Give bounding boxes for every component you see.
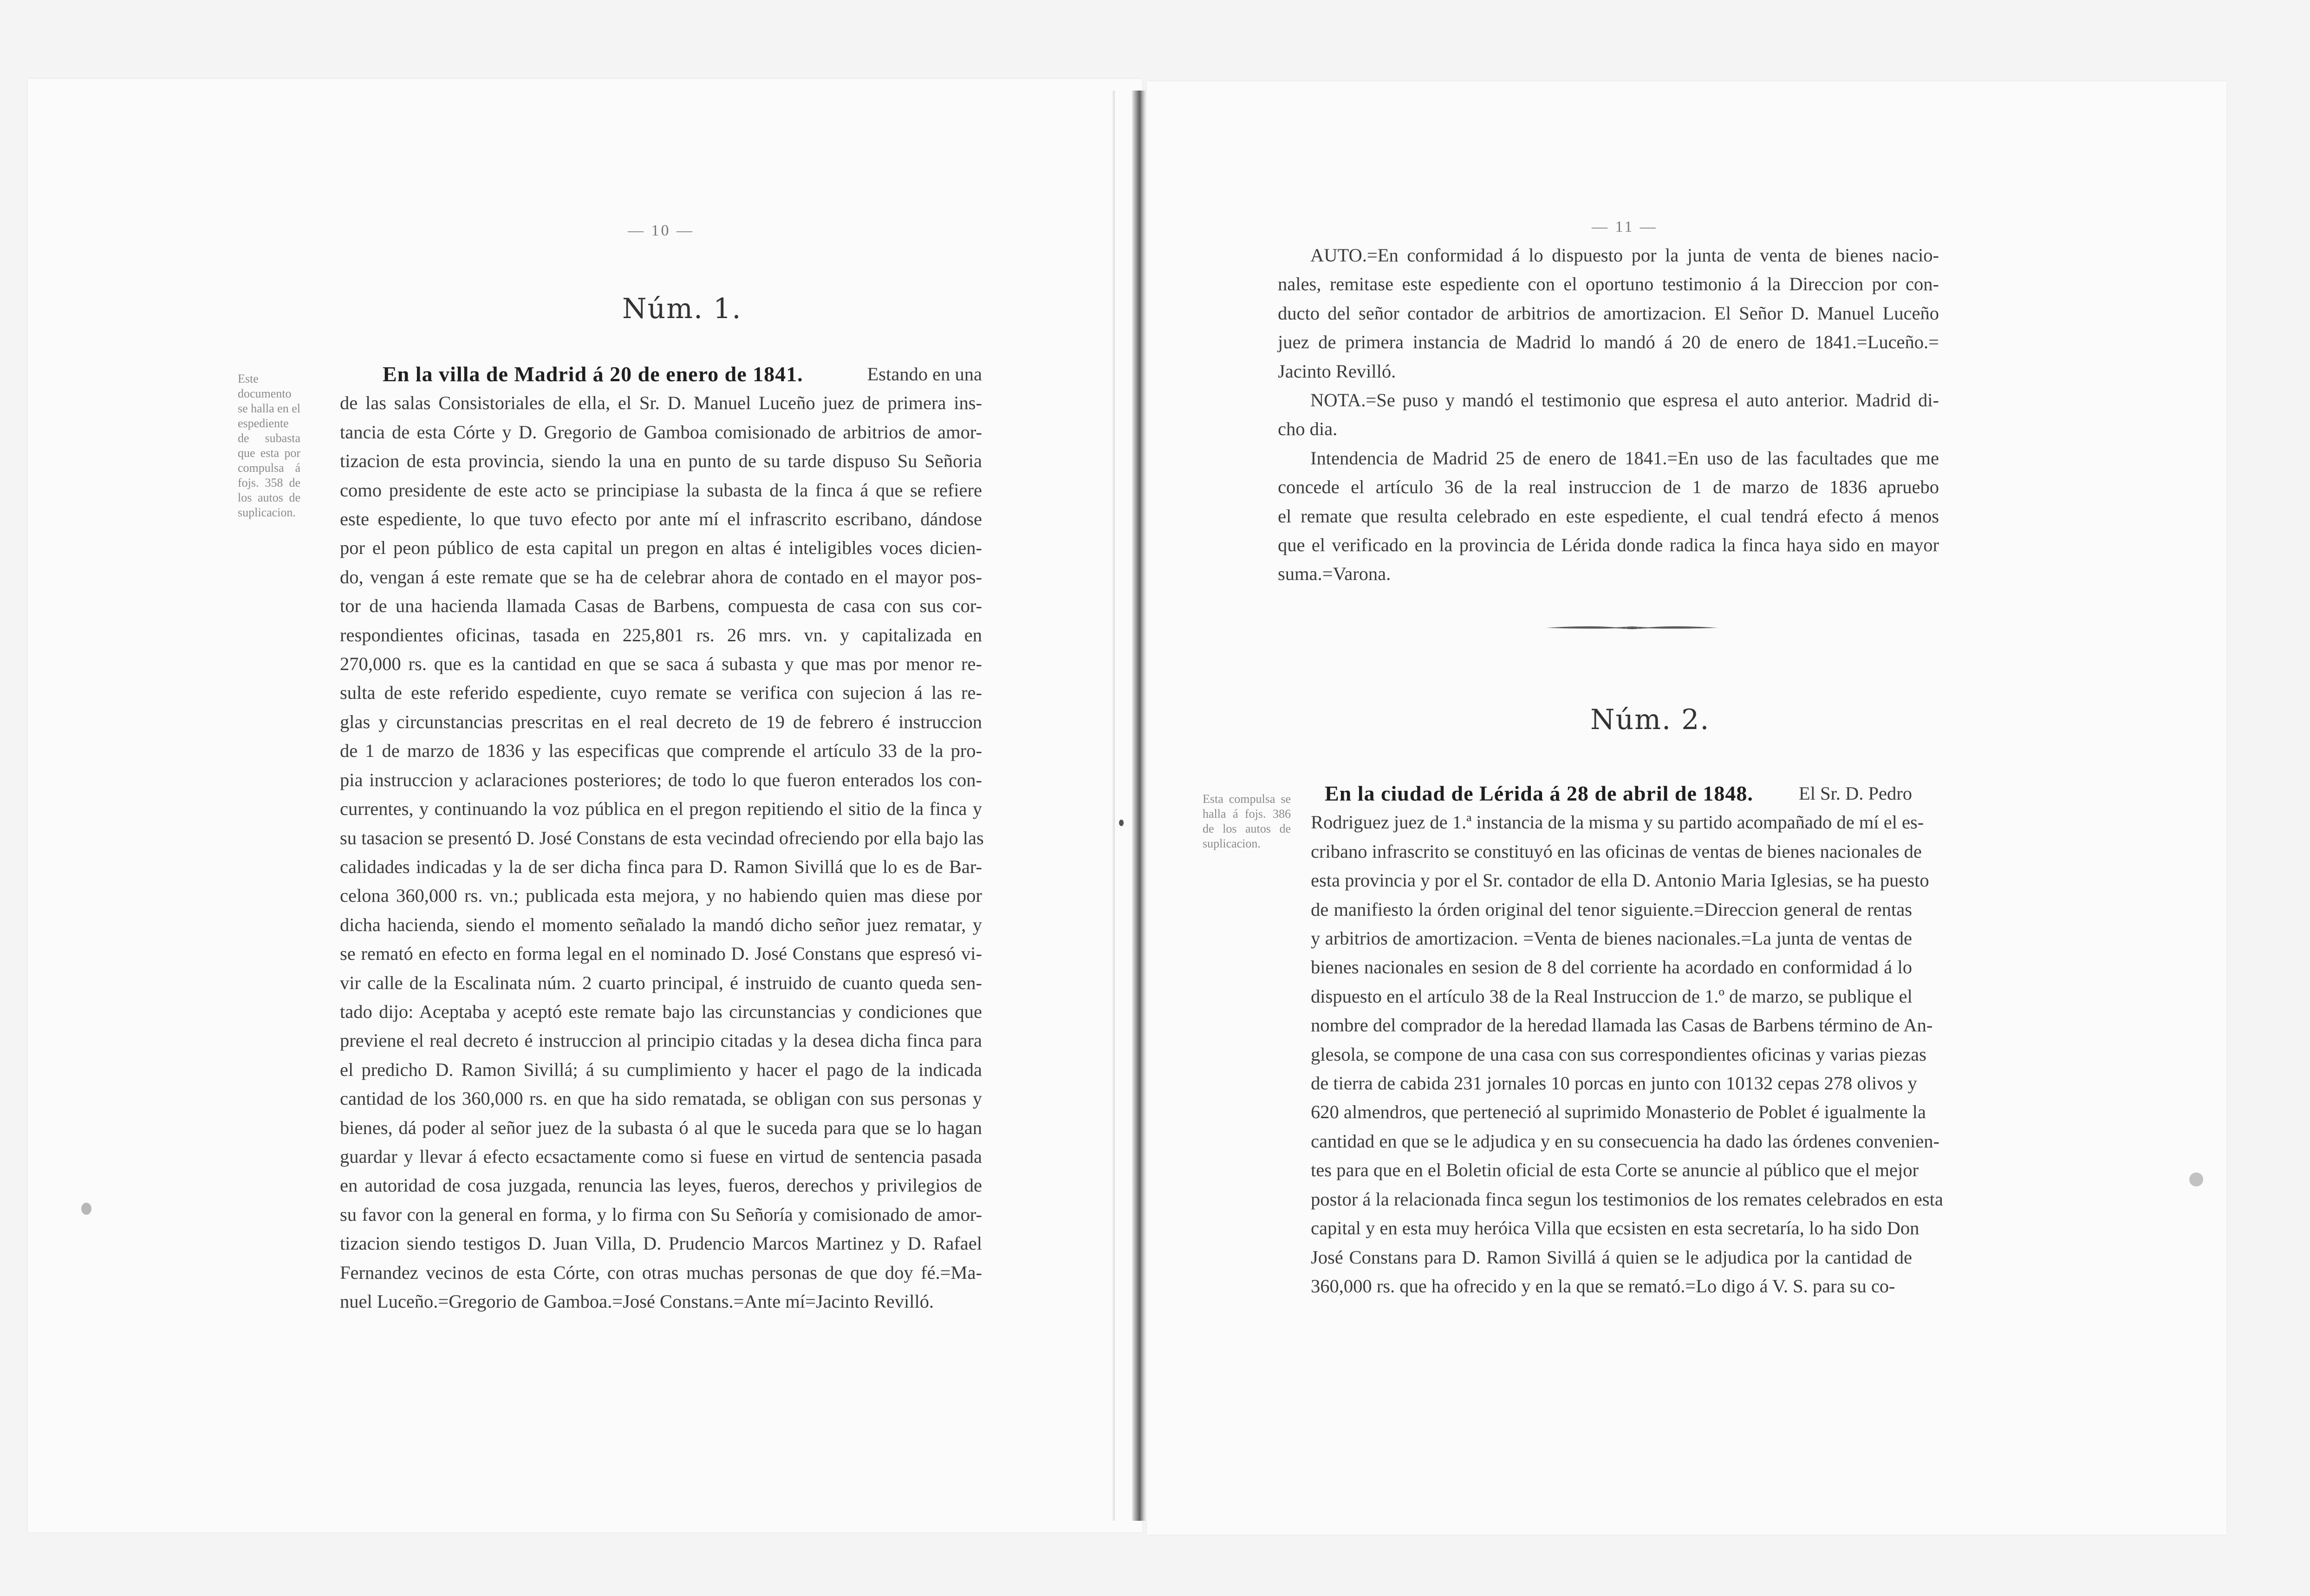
- text-line: dispuesto en el artículo 38 de la Real Instruccion de 1.º de marzo, se publique el: [1311, 985, 1913, 1007]
- right-line-0: El Sr. D. Pedro: [1798, 783, 1912, 804]
- text-line: respondientes oficinas, tasada en 225,801 rs. 26 mrs. vn. y capitalizada en: [340, 624, 982, 645]
- text-line: tancia de esta Córte y D. Gregorio de Gamboa comisionado de arbitrios de amor-: [340, 421, 982, 443]
- text-line: el remate que resulta celebrado en este espediente, el cual tendrá efecto á menos: [1278, 505, 1939, 527]
- text-line: currentes, y continuando la voz pública en el pregon repitiendo el sitio de la finca y: [340, 798, 982, 820]
- left-margin-note: Este documento se halla en el espediente de subasta que esta por compulsa á fojs. 358 de los autos de suplicacion.: [238, 372, 300, 519]
- right-first-line: [1311, 779, 1912, 808]
- text-line: AUTO.=En conformidad á lo dispuesto por la junta de venta de bienes nacio-: [1310, 245, 1939, 266]
- text-line: glas y circunstancias prescritas en el real decreto de 19 de febrero é instruccion: [340, 711, 982, 732]
- text-line: José Constans para D. Ramon Sivillá á quien se le adjudica por la cantidad de: [1311, 1246, 1912, 1268]
- text-line: 270,000 rs. que es la cantidad en que se saca á subasta y que mas por menor re-: [340, 653, 982, 675]
- text-line: en autoridad de cosa juzgada, renuncia las leyes, fueros, derechos y privilegios de: [340, 1175, 982, 1196]
- text-line: capital y en esta muy heróica Villa que ecsisten en esta secretaría, lo ha sido Don: [1311, 1218, 1920, 1239]
- text-line: de las salas Consistoriales de ella, el Sr. D. Manuel Luceño juez de primera ins-: [340, 392, 982, 414]
- right-heading: Núm. 2.: [1590, 704, 1710, 736]
- text-line: este espediente, lo que tuvo efecto por ante mí el infrascrito escribano, dándose: [340, 508, 982, 530]
- text-line: tizacion de esta provincia, siendo la una en punto de su tarde dispuso Su Señoria: [340, 450, 982, 472]
- text-line: NOTA.=Se puso y mandó el testimonio que espresa el auto anterior. Madrid di-: [1310, 390, 1939, 411]
- text-line: Intendencia de Madrid 25 de enero de 1841.=En uso de las facultades que me: [1310, 447, 1939, 469]
- text-line: tor de una hacienda llamada Casas de Barbens, compuesta de casa con sus cor-: [340, 595, 982, 617]
- text-line: glesola, se compone de una casa con sus correspondientes oficinas y varias piezas: [1311, 1043, 1926, 1065]
- text-line: vir calle de la Escalinata núm. 2 cuarto principal, é instruido de cuanto queda sen-: [340, 972, 982, 993]
- text-line: de manifiesto la órden original del tenor siguiente.=Direccion general de rentas: [1311, 899, 1912, 920]
- text-line: pia instruccion y aclaraciones posteriores; de todo lo que fueron enterados los con-: [340, 769, 982, 790]
- text-line: cantidad de los 360,000 rs. en que ha sido rematada, se obligan con sus personas y: [340, 1088, 982, 1109]
- left-body-text: [340, 360, 982, 1316]
- text-line: 620 almendros, que perteneció al suprimido Monasterio de Poblet é igualmente la: [1311, 1101, 1926, 1123]
- text-line: dicha hacienda, siendo el momento señalado la mandó dicho señor juez rematar, y: [340, 914, 982, 935]
- text-line: nuel Luceño.=Gregorio de Gamboa.=José Constans.=Ante mí=Jacinto Revilló.: [340, 1291, 934, 1312]
- right-margin-note: Esta compulsa se halla á fojs. 386 de los autos de suplicacion.: [1203, 792, 1291, 850]
- text-line: se remató en efecto en forma legal en el nominado D. José Constans que espresó vi-: [340, 943, 982, 964]
- text-line: como presidente de este acto se principiase la subasta de la finca á que se refiere: [340, 479, 982, 501]
- text-line: su tasacion se presentó D. José Constans de esta vecindad ofreciendo por ella bajo las: [340, 827, 984, 848]
- text-line: concede el artículo 36 de la real instruccion de 1 de marzo de 1836 apruebo: [1278, 476, 1939, 498]
- ornament-divider: [1546, 623, 1718, 632]
- text-line: suma.=Varona.: [1278, 563, 1391, 585]
- right-lines: [1311, 808, 1943, 1301]
- text-line: guardar y llevar á efecto ecsactamente como si fuese en virtud de sentencia pasada: [340, 1146, 982, 1167]
- text-line: de tierra de cabida 231 jornales 10 porcas en junto con 10132 cepas 278 olivos y: [1311, 1073, 1917, 1094]
- text-line: 360,000 rs. que ha ofrecido y en la que se remató.=Lo digo á V. S. para su co-: [1311, 1275, 1895, 1296]
- text-line: de 1 de marzo de 1836 y las especificas que comprende el artículo 33 de la pro-: [340, 740, 982, 762]
- left-page-number: — 10 —: [628, 222, 694, 239]
- text-line: nombre del comprador de la heredad llamada las Casas de Barbens término de An-: [1311, 1015, 1933, 1036]
- text-line: do, vengan á este remate que se ha de celebrar ahora de contado en el mayor pos-: [340, 566, 982, 587]
- right-lead: En la ciudad de Lérida á 28 de abril de 1848.: [1325, 782, 1753, 805]
- text-line: ducto del señor contador de arbitrios de amortizacion. El Señor D. Manuel Luceño: [1278, 302, 1939, 324]
- text-line: bienes, dá poder al señor juez de la subasta ó al que le suceda para que se lo hagan: [340, 1117, 982, 1138]
- left-heading: Núm. 1.: [622, 293, 742, 325]
- right-body-text: [1311, 779, 1943, 1301]
- gutter-mark: [1119, 820, 1124, 826]
- text-line: cantidad en que se le adjudica y en su consecuencia ha dado las órdenes convenien-: [1311, 1130, 1939, 1152]
- text-line: por el peon público de esta capital un pregon en altas é inteligibles voces dicien-: [340, 537, 982, 559]
- right-auto-paragraph: [1278, 241, 1939, 589]
- text-line: Jacinto Revilló.: [1278, 360, 1396, 382]
- right-intendencia-lines: [1278, 444, 1939, 589]
- left-first-line: [340, 360, 982, 389]
- text-line: bienes nacionales en sesion de 8 del corriente ha acordado en conformidad á lo: [1311, 957, 1912, 978]
- left-lead: En la villa de Madrid á 20 de enero de 1841.: [383, 362, 803, 386]
- right-auto-lines: [1278, 241, 1939, 386]
- text-line: tes para que en el Boletin oficial de esta Corte se anuncie al público que el mejor: [1311, 1160, 1919, 1181]
- left-lines: [340, 389, 982, 1316]
- text-line: calidades indicadas y la de ser dicha finca para D. Ramon Sivillá que lo es de Bar-: [340, 856, 982, 877]
- text-line: tado dijo: Aceptaba y aceptó este remate bajo las circunstancias y condiciones que: [340, 1001, 982, 1022]
- text-line: que el verificado en la provincia de Lérida donde radica la finca haya sido en mayor: [1278, 534, 1939, 556]
- text-line: sulta de este referido espediente, cuyo remate se verifica con sujecion á las re-: [340, 682, 982, 704]
- text-line: nales, remitase este espediente con el oportuno testimonio á la Direccion por con-: [1278, 274, 1939, 295]
- text-line: postor á la relacionada finca segun los testimonios de los remates celebrados en esta: [1311, 1188, 1943, 1210]
- text-line: el predicho D. Ramon Sivillá; á su cumplimiento y hacer el pago de la indicada: [340, 1059, 982, 1080]
- right-nota-lines: [1278, 386, 1939, 444]
- text-line: juez de primera instancia de Madrid lo mandó á 20 de enero de 1841.=Luceño.=: [1278, 332, 1939, 353]
- text-line: y arbitrios de amortizacion. =Venta de bienes nacionales.=La junta de ventas de: [1311, 928, 1912, 949]
- text-line: Rodriguez juez de 1.ª instancia de la misma y su partido acompañado de mí el es-: [1311, 812, 1924, 833]
- paper-speck: [81, 1203, 91, 1215]
- text-line: esta provincia y por el Sr. contador de ella D. Antonio Maria Iglesias, se ha puesto: [1311, 870, 1929, 891]
- text-line: Fernandez vecinos de esta Córte, con otras muchas personas de que doy fé.=Ma-: [340, 1262, 982, 1283]
- text-line: cribano infrascrito se constituyó en las oficinas de ventas de bienes nacionales de: [1311, 840, 1922, 862]
- book-gutter: [1132, 91, 1146, 1521]
- text-line: cho dia.: [1278, 418, 1338, 440]
- right-page-number: — 11 —: [1592, 218, 1658, 235]
- paper-speck: [2189, 1173, 2203, 1186]
- page-fold-edge: [1112, 91, 1115, 1521]
- left-line-0: Estando en una: [867, 364, 982, 384]
- text-line: su favor con la general en forma, y lo firma con Su Señoría y comisionado de amor-: [340, 1204, 982, 1225]
- text-line: previene el real decreto é instruccion al principio citadas y la desea dicha finca para: [340, 1030, 982, 1051]
- text-line: tizacion siendo testigos D. Juan Villa, D. Prudencio Marcos Martinez y D. Rafael: [340, 1233, 982, 1254]
- text-line: celona 360,000 rs. vn.; publicada esta mejora, y no habiendo quien mas diese por: [340, 885, 982, 906]
